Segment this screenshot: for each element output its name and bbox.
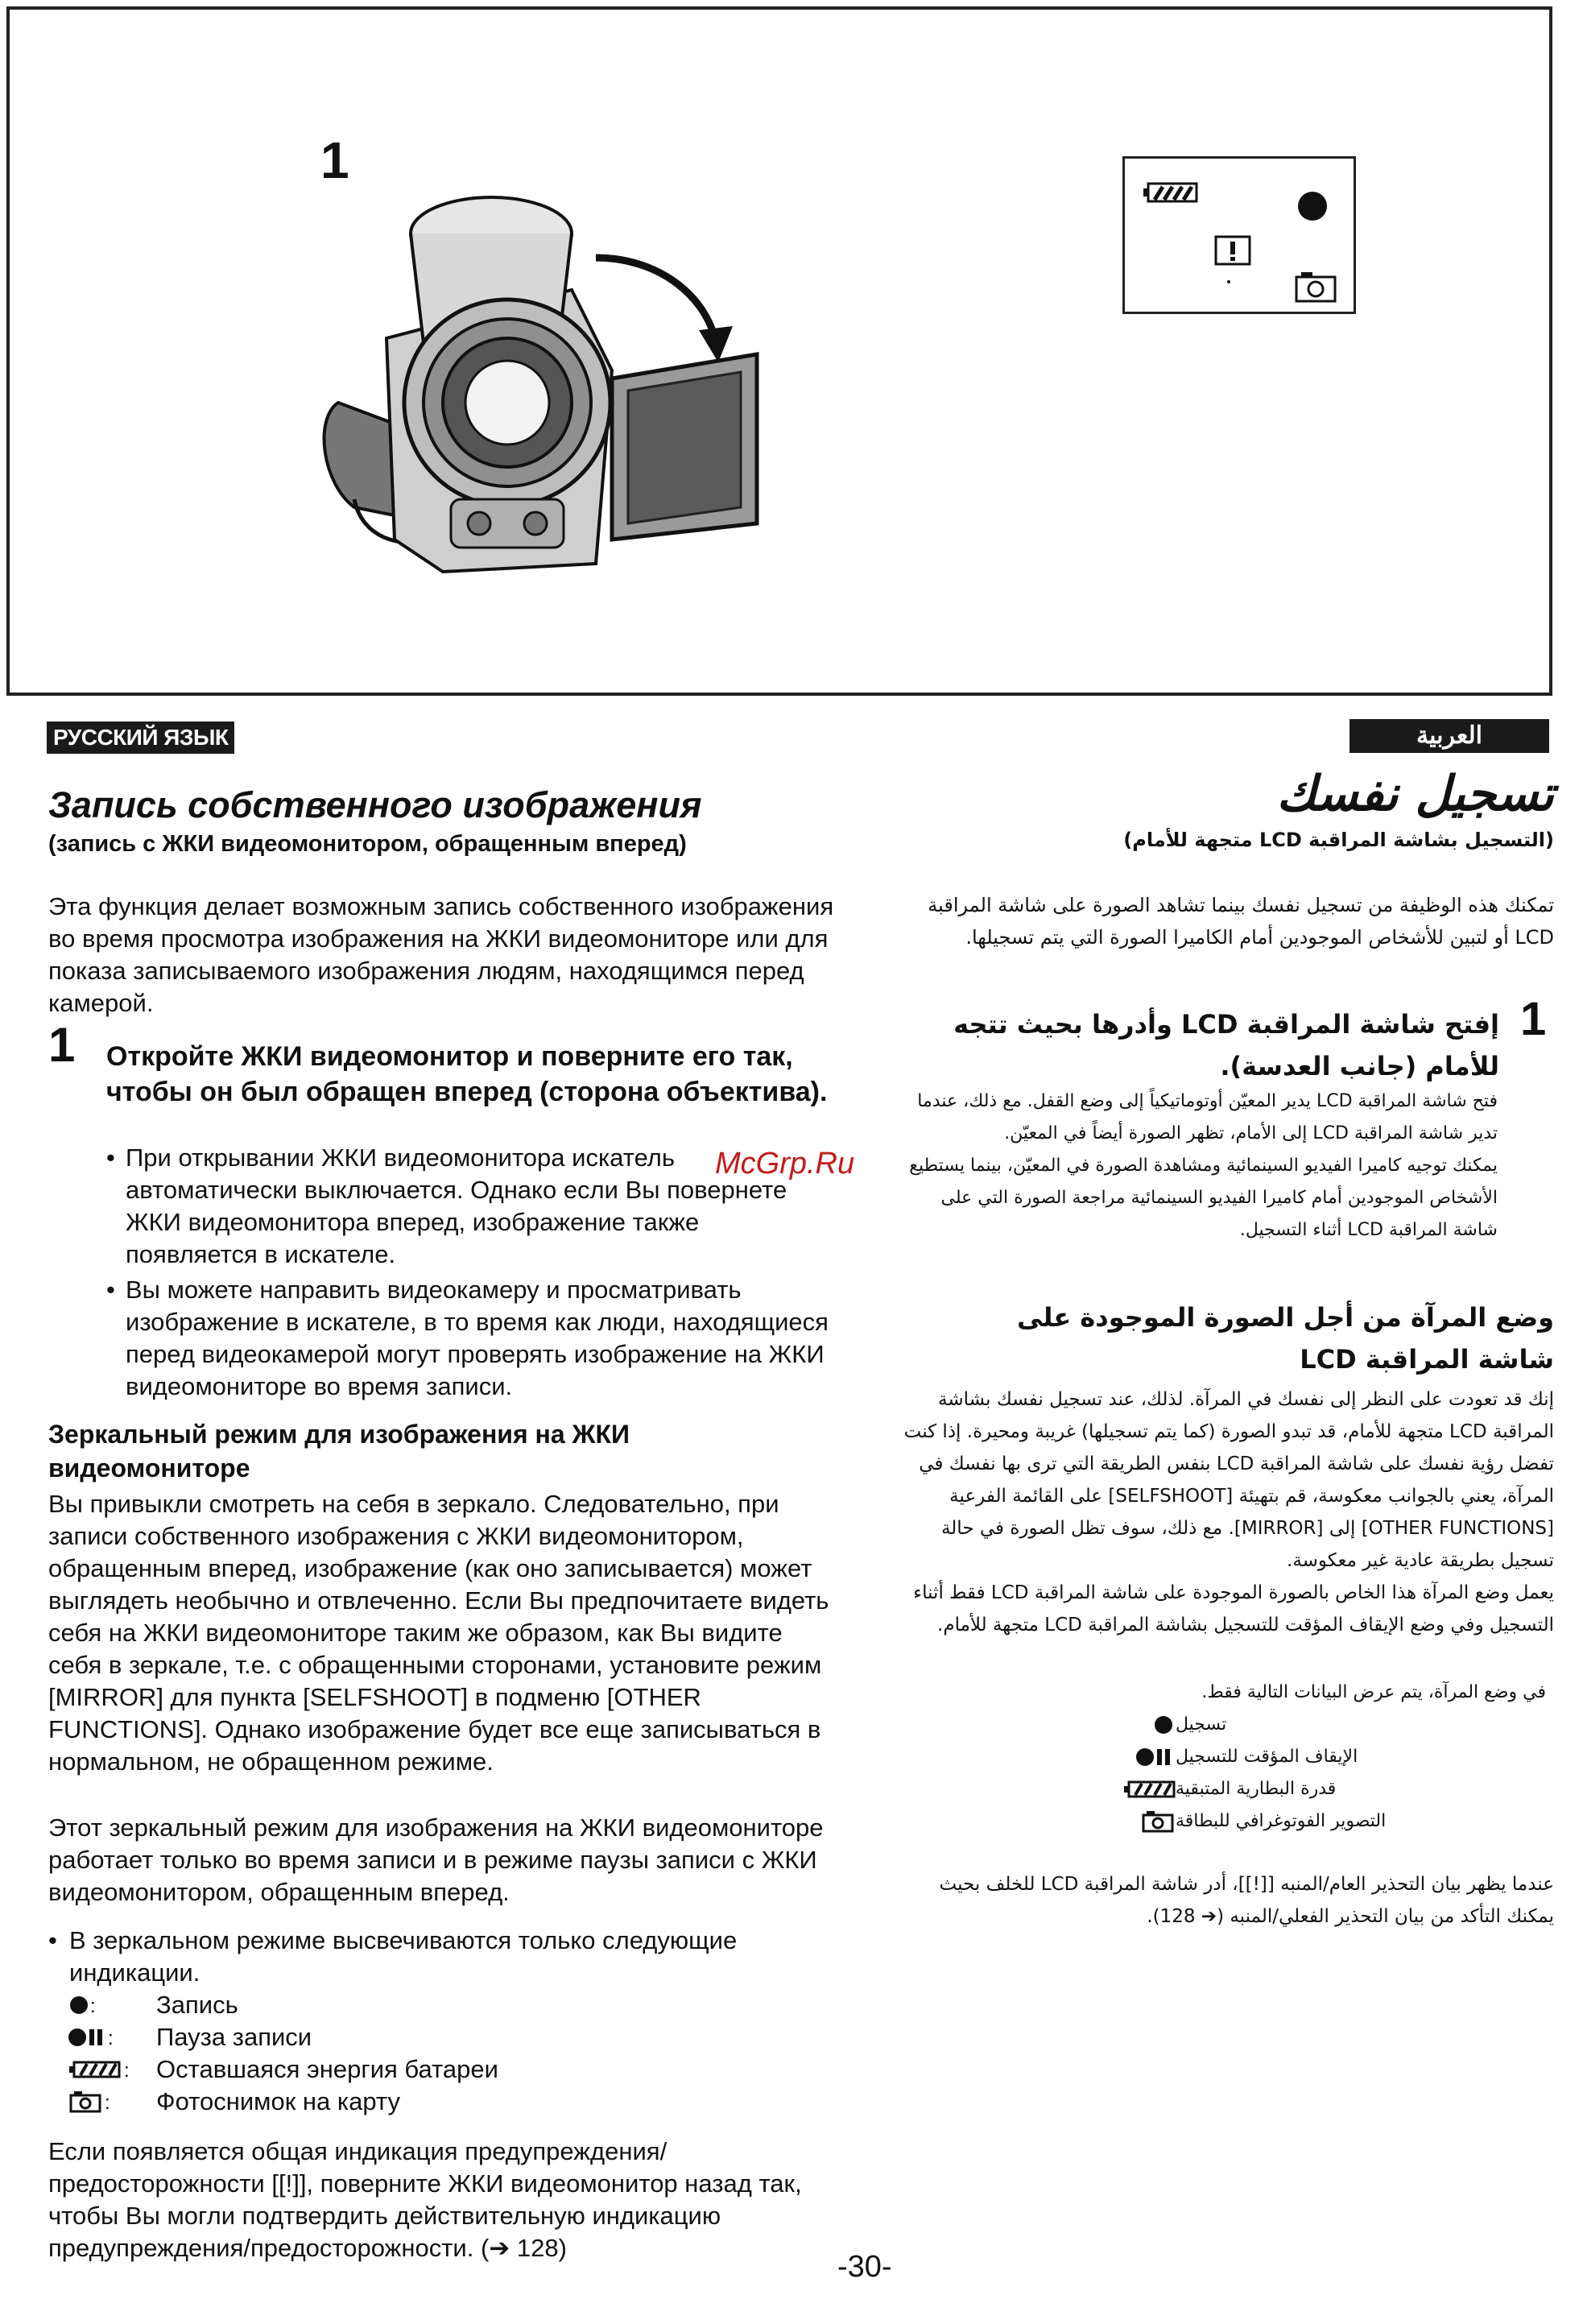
ar-indicator-row: [1111, 1805, 1546, 1838]
ru-section-title: Запись собственного изображения: [48, 784, 702, 825]
ru-indicator-label: Запись: [156, 1991, 238, 2019]
ru-warning-paragraph: Если появляется общая индикация предупреждения/предосторожности [[!]], поверните ЖКИ видеомонитор назад так, чтобы Вы могли подтвердить действительную индикацию предупреждения/предосторожности. (➔ 128): [48, 2137, 802, 2262]
ar-intro-paragraph: تمكنك هذه الوظيفة من تسجيل نفسك بينما تشاهد الصورة على شاشة المراقبة LCD أو لتبين للأشخاص الموجودين أمام الكاميرا الصورة التي يتم تسجيلها.: [928, 894, 1554, 949]
ru-note-bullet: • При открывании ЖКИ видеомонитора искатель автоматически выключается. Однако если Вы повернете ЖКИ видеомонитора вперед, изображение также появляется в искателе.: [106, 1142, 831, 1271]
record-dot-icon: [68, 1993, 156, 2017]
figure-step-number: 1: [320, 131, 349, 189]
svg-text::: :: [108, 2028, 114, 2049]
ar-indicator-row: [1111, 1709, 1546, 1741]
ar-notes: [902, 1085, 1498, 1247]
record-dot-icon: [1298, 192, 1327, 221]
ru-mirror-mode-heading: Зеркальный режим для изображения на ЖКИ видеомониторе: [48, 1420, 630, 1482]
ar-note-bullet: يمكنك توجيه كاميرا الفيديو السينمائية ومشاهدة الصورة في المعيّن، بينما يستطيع الأشخاص الموجودين أمام كاميرا الفيديو السينمائية مراجعة الصورة التي على شاشة المراقبة LCD أثناء التسجيل.: [909, 1156, 1498, 1240]
ar-step-instruction: إفتح شاشة المراقبة LCD وأدرها بحيث تتجه للأمام (جانب العدسة).: [953, 1009, 1499, 1081]
language-tag-arabic: العربية: [1349, 719, 1549, 753]
ru-indicator-row: [68, 2021, 312, 2053]
ar-note-bullet: فتح شاشة المراقبة LCD يدير المعيّن أوتوماتيكياً إلى وضع القفل. مع ذلك، عندما تدير شاشة المراقبة LCD إلى الأمام، تظهر الصورة أيضاً في المعيّن.: [917, 1091, 1498, 1143]
ru-section-subtitle: (запись с ЖКИ видеомонитором, обращенным вперед): [48, 831, 687, 857]
ar-section-title: تسجيل نفسك: [1276, 766, 1554, 822]
ar-indicators-list: [1111, 1677, 1546, 1838]
ar-indicator-row: [1111, 1741, 1546, 1773]
ar-mirror-mode-heading: وضع المرآة من أجل الصورة الموجودة على شاشة المراقبة LCD: [1016, 1302, 1554, 1375]
battery-icon: [1111, 1777, 1176, 1801]
card-photo-icon: [1296, 272, 1335, 301]
ar-indicator-row: [1111, 1773, 1546, 1805]
ru-mirror-mode-paragraph: Вы привыкли смотреть на себя в зеркало. Следовательно, при записи собственного изображения с ЖКИ видеомонитором, обращенным вперед, изображение (как оно записывается) может выглядеть необычно и отвлеченно. Если Вы предпочитаете видеть себя на ЖКИ видеомониторе таким же образом, как Вы видите себя в зеркале, т.е. с обращенными сторонами, установите режим [MIRROR] для пункта [SELFSHOOT] в подменю [OTHER FUNCTIONS]. Однако изображение будет все еще записываться в нормальном, не обращенном режиме.: [48, 1490, 829, 1776]
card-photo-icon: [1111, 1809, 1176, 1834]
battery-icon: [68, 2057, 156, 2082]
ar-step-number: 1: [1520, 993, 1547, 1045]
ar-mirror-mode-paragraph: إنك قد تعودت على النظر إلى نفسك في المرآة. لذلك، عند تسجيل نفسك بشاشة المراقبة LCD متجهة للأمام، قد تبدو الصورة (كما يتم تسجيلها) غريبة ومحيرة. إذا كنت تفضل رؤية نفسك على شاشة المراقبة LCD بنفس الطريقة التي ترى بها نفسك في المرآة، يعني بالجوانب معكوسة، قم بتهيئة [SELFSHOOT] على القائمة الفرعية [OTHER FUNCTIONS] إلى [MIRROR]. مع ذلك، سوف تظل الصورة في حالة تسجيل بطريقة عادية غير معكوسة.: [903, 1389, 1554, 1571]
ru-indicator-row: [68, 2053, 498, 2086]
battery-icon: [1143, 184, 1197, 201]
watermark-text: McGrp.Ru: [715, 1147, 855, 1181]
ru-indicator-label: Пауза записи: [156, 2023, 312, 2051]
ar-indicator-label: قدرة البطارية المتبقية: [1176, 1779, 1337, 1799]
ar-mirror-mode-text: [894, 1383, 1554, 1641]
page-number: -30-: [837, 2250, 892, 2284]
ar-mirror-mode-paragraph: يعمل وضع المرآة هذا الخاص بالصورة الموجودة على شاشة المراقبة LCD فقط أثناء التسجيل وفي وضع الإيقاف المؤقت للتسجيل بشاشة المراقبة LCD متجهة للأمام.: [913, 1582, 1554, 1635]
ar-indicator-label: الإيقاف المؤقت للتسجيل: [1176, 1747, 1358, 1767]
ar-indicator-label: تسجيل: [1176, 1714, 1227, 1735]
card-photo-icon: [68, 2090, 156, 2114]
language-tag-russian: РУССКИЙ ЯЗЫК: [47, 722, 234, 754]
ru-step-instruction: Откройте ЖКИ видеомонитор и поверните его так, чтобы он был обращен вперед (сторона объектива).: [106, 1041, 828, 1107]
ar-warning-paragraph: عندما يظهر بيان التحذير العام/المنبه [[!]]، أدر شاشة المراقبة LCD للخلف بحيث يمكنك التأكد من بيان التحذير الفعلي/المنبه (➔ 128).: [939, 1874, 1554, 1927]
svg-text::: :: [124, 2060, 130, 2082]
record-pause-icon: [1111, 1745, 1176, 1769]
svg-text::: :: [90, 1995, 96, 2017]
record-dot-icon: [1111, 1713, 1176, 1737]
ar-indicators-intro: في وضع المرآة، يتم عرض البيانات التالية فقط.: [1201, 1682, 1546, 1702]
camcorder-illustration: [306, 161, 805, 596]
lcd-indicators-diagram: [1122, 156, 1356, 314]
warning-icon: [1216, 237, 1250, 264]
ru-intro-paragraph: Эта функция делает возможным запись собственного изображения во время просмотра изображения на ЖКИ видеомониторе или для показа записываемого изображения людям, находящимся перед камерой.: [48, 892, 834, 1017]
ru-note-bullet: • Вы можете направить видеокамеру и просматривать изображение в искателе, в то время как люди, находящиеся перед видеокамерой могут проверять изображение на ЖКИ видеомониторе во время записи.: [106, 1274, 831, 1403]
ru-step-number: 1: [48, 1018, 76, 1072]
ru-indicator-label: Оставшаяся энергия батареи: [156, 2055, 498, 2083]
svg-text::: :: [105, 2092, 110, 2114]
ru-indicators-intro: • В зеркальном режиме высвечиваются только следующие индикации.: [48, 1925, 837, 1989]
ru-mirror-mode-paragraph: Этот зеркальный режим для изображения на ЖКИ видеомониторе работает только во время записи и в режиме паузы записи с ЖКИ видеомонитором, обращенным вперед.: [48, 1813, 824, 1906]
ar-indicator-label: التصوير الفوتوغرافي للبطاقة: [1176, 1811, 1387, 1831]
record-pause-icon: [68, 2025, 156, 2049]
ru-indicator-row: [68, 1989, 238, 2021]
ru-indicator-row: [68, 2086, 400, 2118]
ar-section-subtitle: (التسجيل بشاشة المراقبة LCD متجهة للأمام): [1123, 829, 1554, 851]
ru-indicator-label: Фотоснимок на карту: [156, 2087, 400, 2115]
